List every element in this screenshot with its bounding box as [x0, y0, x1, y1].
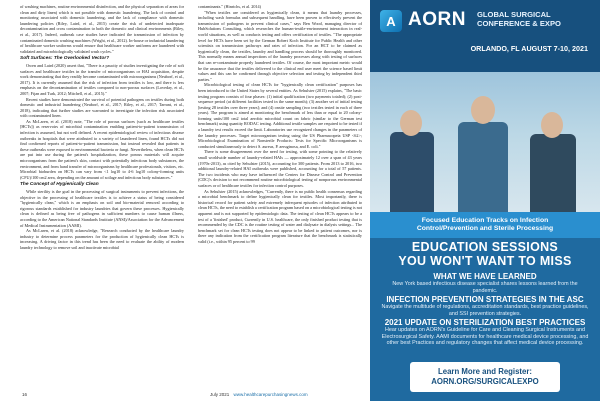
article-paragraph: While sterility is the goal in the processing of surgical instruments to prevent infections, the objective in the processing of healthcare textiles is to achieve a status of being considered "hygienically clean," which is an emphasis on soil and bio-material removal according to rigorous standards established for industry laundries that govern these processes. Hygienically clean is defined as being free of pathogens in sufficient numbers to cause human illness, according to the American National Standards Institute (ANSI)/Association for the Advancement of Medical Instrumentation (AAMI). — [20, 189, 184, 228]
attendee-figure — [458, 122, 508, 212]
aorn-advertisement — [370, 0, 600, 401]
footer-url[interactable]: www.healthcarepurchasingnews.com — [233, 392, 308, 397]
conference-photo — [370, 72, 600, 212]
ad-header — [370, 0, 600, 72]
section-heading: Soft Surfaces: The Overlooked Vector? — [20, 56, 110, 62]
article-paragraph: As Sehulster (2015) acknowledges, "Currently, there is no public health consensus regarding a microbial benchmark to define hygienically clean for textiles. Most importantly, there is historical record for patient safety and extremely infrequent episodes of infection attributed to clean HCTs, the need to establish a certification program based on a microbiological testing is not apparent and is not supported by epidemiologic data. The testing of clean HCTs appears to be a test of a 'finished' product, Currently in U.S. healthcare, the only finished product testing that is recommended by the CDC is the routine testing of water and dialysate in dialysis settings... The benchmark set for clean HCTs testing does not appear to be linked to patient outcomes, nor is there any indication from the certification program literature that the benchmark is statistically valid (i.e., within 95 percent to 99 — [198, 188, 362, 244]
register-cta-button[interactable]: Learn More and Register: AORN.ORG/SURGICALEXPO — [410, 362, 560, 392]
aorn-logo — [380, 10, 402, 32]
aorn-logo-icon: A — [380, 10, 402, 32]
article-paragraph: "When textiles are considered as hygienically clean, it means that laundry processes, including wash formulas and subsequent handling, have been proven to effectively prevent the transmission of pathogens to prevent clinical cases," says Ben Wood, managing director of HubSolutions Consulting, which researches the human-textile-environment interaction in real-world situations, as well as conducts testing and offers certification of textiles. "The appropriate level for HCTs have been set by the German Robert Koch Institute for Public Health and other scientists on transmission pathways and rates of infection. For an HCT to be claimed as hygienically clean, the textiles, laundry and handling process should be thoroughly monitored. This normally means annual inspections of the laundry processes along with testing of surfaces that can re-contaminate properly laundered textiles. Of course, the most important metric would be the assurance that the textiles delivered to the clinical end user meet the science based limit values and this can be confirmed through objective selection and testing by independent third parties." — [198, 9, 362, 82]
footer-info — [210, 392, 308, 397]
ad-headline: EDUCATION SESSIONS YOU WON'T WANT TO MISS — [398, 240, 572, 268]
section-heading: The Concept of Hygienically Clean — [20, 182, 99, 188]
session-what-we-learned: WHAT WE HAVE LEARNED New York based infectious disease specialist shares lessons learned from the pandemic. — [392, 272, 578, 294]
article-paragraph: Microbiological testing of clean HCTs for "hygienically clean certification" purposes has been introduced to the United States by several entities. As Sehulster (2015) explains, "The basic testing program consists of four phases: (1) initial qualification (two payments totaled); (2) post-sequence period (at different facilities tested in the same month); (3) another set of initial testing [testing 28 textiles over three years]; and (4) onsite sampling (two textiles tested in each of three years). The program is aimed at monitoring the benchmark of less than or equal to 20 colony-forming units/100 cm2 total aerobic microbial count on fabric (similar to the German test benchmark) using quantity RODAC testing. Additional textile samples are required to be tested if a laundry test results exceed the limit. Laboratories use recognized changes in the parameters of the laundry processes. Target microorganism testing using the US Pharmacopeia USP <62>; Microbiological Examination of Nonsterile Products: Tests for Specific Microorganisms is conducted simultaneously to detect S. aureus, P. aeruginosa, and E. coli." — [198, 82, 362, 149]
article-paragraph: contaminants." (Hinrichs, et al. 2014) — [198, 4, 261, 9]
page-number: 16 — [22, 392, 28, 397]
attendee-head — [400, 110, 422, 136]
session-infection-prevention: INFECTION PREVENTION STRATEGIES IN THE ASC Navigate the multitude of regulations, accreditation standards, best practice guidelines, and SSI prevention strategies. — [381, 295, 589, 317]
attendee-head — [471, 96, 495, 124]
article-paragraph: Owen and Laird (2020) assert that, "There is a paucity of studies investigating the role of soft surfaces and healthcare textiles in the transfer of microorganisms or HAI acquisition, despite work demonstrating that they readily become contaminated with microorganisms (Neuborf, et al., 2017). It is currently assumed that the risk of infection from textiles is low, and there is less emphasis on the decontamination of textiles compared to non-porous surfaces (Loveday, et al., 2007; Fijan and Turk, 2012; Mitchell, et al., 2015)." — [20, 62, 184, 96]
session-sterilization-update: 2021 UPDATE ON STERILIZATION BEST PRACTICES Hear updates on AORN's Guideline for Care and Cleaning Surgical Instruments and Electrosurgical Safety. AAMI documents for healthcare medical device processing, and other best Practices and regulatory changes that affect medical device processing. — [381, 318, 589, 347]
focus-tracks-banner: Focused Education Tracks on Infection Control/Prevention and Sterile Processing — [370, 212, 600, 238]
article-column-1 — [20, 4, 184, 389]
article-paragraph: There is some disagreement over the need for testing, with some pointing to the relatively small worldwide number of laundry-related HAIs — approximately 12 over a span of 43 years (1970s-2013), as cited by Sehulster (2015), accounting for 300 patients. From 2013 to 2016, two additional laundry-related HAI outbreaks were published, accounting for a total of 57 patients. The two incidents who may have influenced the Centers for Disease Control and Prevention (CDC)'s decision to not recommend routine microbiological testing of nonporous environmental surfaces or of healthcare textiles for infection control purposes. — [198, 149, 362, 188]
event-date-location: ORLANDO, FL AUGUST 7-10, 2021 — [470, 44, 588, 53]
article-paragraph: Recent studies have demonstrated the survival of potential pathogens on textiles during both domestic and industrial laundering (Neuborf, et al., 2017; Riley, et al., 2017; Tarrant, et al., 2018), indicating that further studies are warranted to investigate the infection risk associated with contaminated linen. — [20, 96, 184, 119]
attendee-head — [541, 112, 563, 138]
article-paragraph: As McLaren, et al. (2018) acknowledge, "Research conducted by the healthcare laundry industry to determine process parameters for the production of hygienically clean HCTs is increasing. A driving factor in this trend has been the need to evaluate the ability of modern laundry technology to remove soil and inactivate microbial — [20, 228, 184, 250]
attendee-figure — [530, 134, 576, 212]
article-column-2 — [198, 4, 362, 389]
brand-name: AORN — [408, 9, 466, 30]
brand-subtitle: GLOBAL SURGICAL CONFERENCE & EXPO — [477, 10, 561, 28]
footer-month: July 2021 — [210, 392, 230, 397]
attendee-figure — [390, 132, 434, 212]
article-paragraph: As McLaren, et al. (2018) note, "The role of porous surfaces (such as healthcare textiles [HCTs]) as reservoirs of microbial contamination enabling patient-to-patient transmission of infection is assumed, but not well defined. A recent epidemiological review of infectious disease outbreaks in hospitals that were attributed to a variety of laundered linen, found HCTs did not find confirmed reports of patient-to-patient transmission, but instead revealed that patients in these outbreaks were exposed to environmental bacteria or fungi. Nevertheless, when clean HCTs are put into use during the patient's hospitalization, these porous materials will acquire microorganisms from the patient's skin, contact with potentially infectious body substances, the environment, and from hand transfer of microorganisms by healthcare professionals, visitors, etc. Microbial bioburden on HCTs can vary from <1 log10 to 4-6 log10 colony-forming units (CFU)/100 cm2 area, depending on the amount of soilage and infectious body substances." — [20, 118, 184, 180]
article-paragraph: of washing machines, routine environmental disinfection, and the physical separation of areas for clean and dirty linen) which is not possible with domestic laundering. The lack of control and monitoring associated with domestic laundering, and the lack of compliance with domestic laundering policies (Riley, Laird, et al., 2015) create the risk of undetected inadequate decontamination and cross contamination to both the domestic and clinical environments (Riley, et al., 2017). Indeed, outbreak case studies have indicated the transmission of infection by contaminated domestic washing machines (Wright, et al., 2012). In-house or industrial laundering of healthcare worker uniforms would ensure that healthcare worker uniforms are laundered with validated and microbiologically validated wash cycles." — [20, 4, 184, 54]
